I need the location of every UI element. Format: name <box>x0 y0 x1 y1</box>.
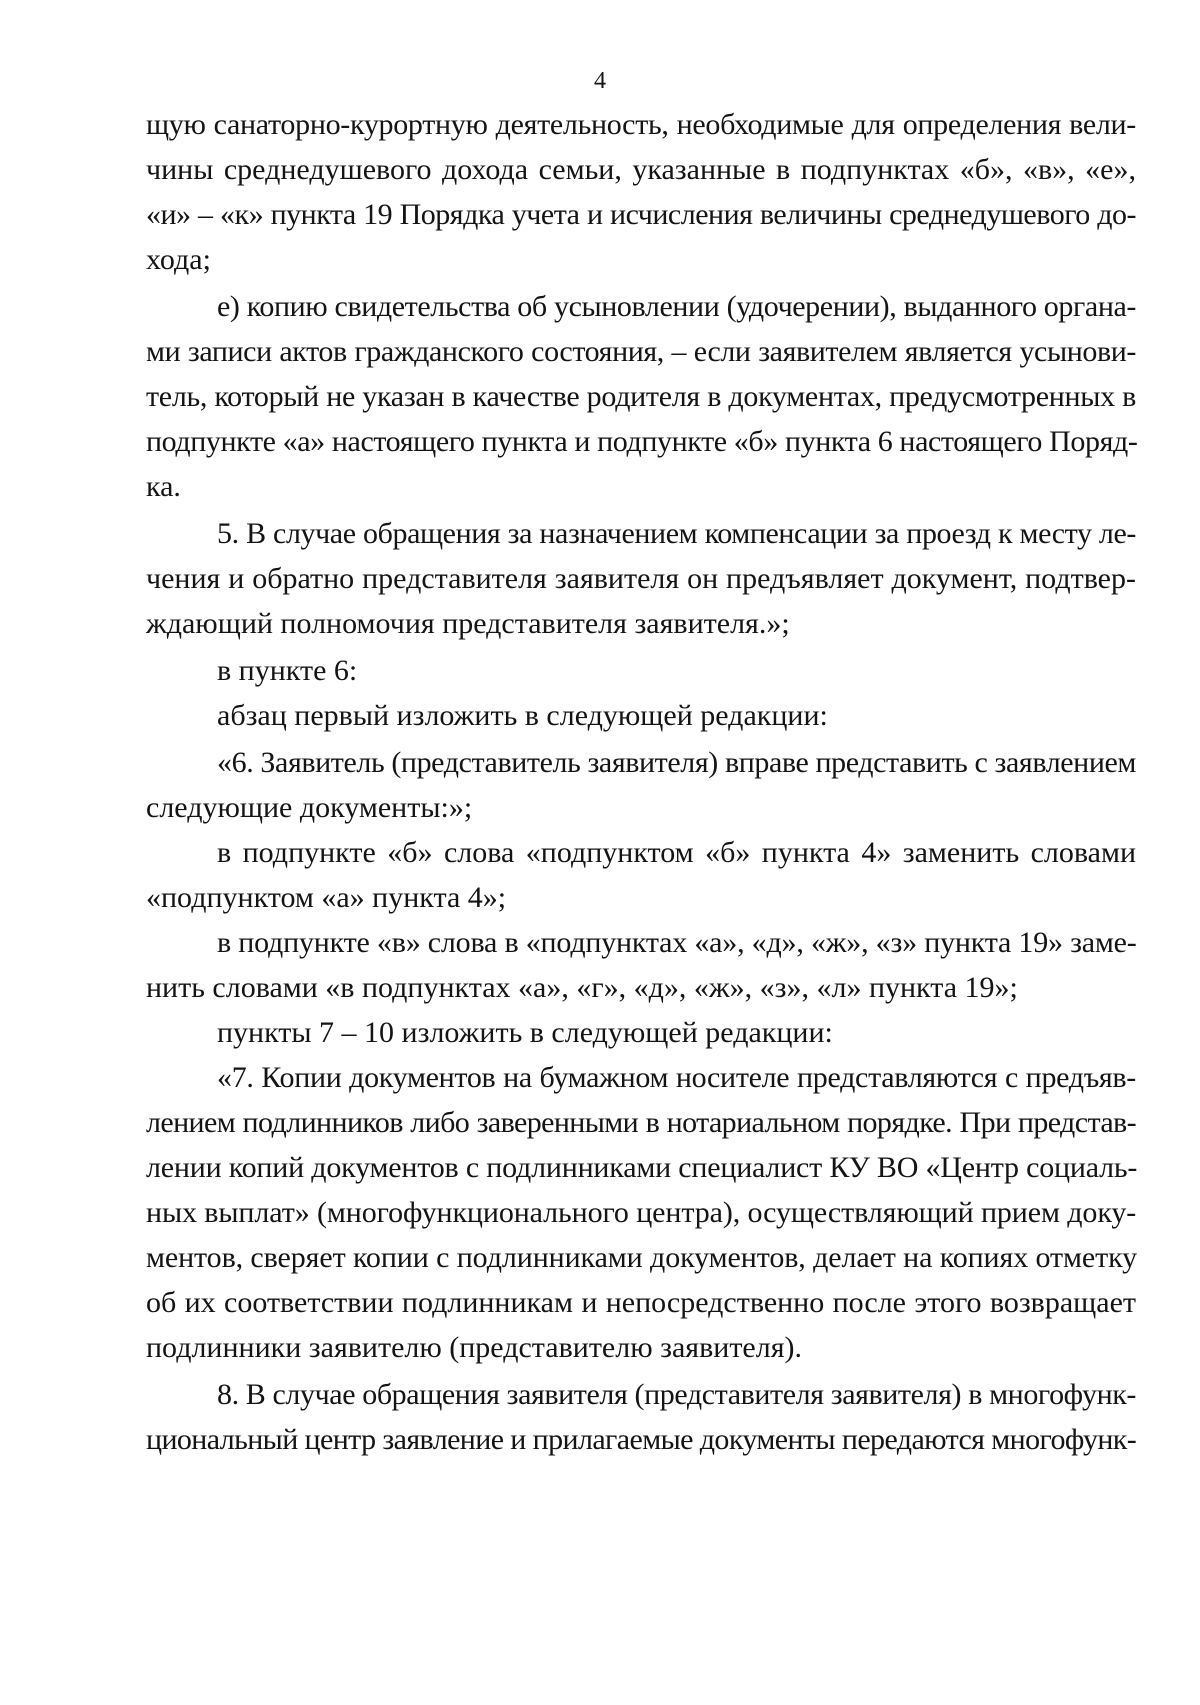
text-line: е) копию свидетельства об усыновлении (удочерении), выданного органа- <box>217 290 1136 323</box>
text-line: ментов, сверяет копии с подлинниками документов, делает на копиях отметку <box>146 1241 1138 1274</box>
text-line: в пункте 6: <box>217 654 358 687</box>
text-line: в подпункте «б» слова «подпунктом «б» пункта 4» заменить словами <box>217 836 1136 869</box>
text-line: подпункте «а» настоящего пункта и подпункте «б» пункта 6 настоящего Поряд- <box>146 425 1138 458</box>
text-line: абзац первый изложить в следующей редакции: <box>217 699 828 732</box>
text-line: щую санаторно-курортную деятельность, необходимые для определения вели- <box>146 108 1136 141</box>
text-line: лением подлинников либо заверенными в нотариальном порядке. При представ- <box>146 1106 1136 1139</box>
text-line: 5. В случае обращения за назначением компенсации за проезд к месту ле- <box>217 517 1136 550</box>
text-line: пункты 7 – 10 изложить в следующей редакции: <box>217 1016 833 1049</box>
text-line: подлинники заявителю (представителю заявителя). <box>146 1331 803 1364</box>
text-line: ми записи актов гражданского состояния, – если заявителем является усынови- <box>146 335 1136 368</box>
text-line: об их соответствии подлинникам и непосредственно после этого возвращает <box>146 1286 1136 1319</box>
text-line: чения и обратно представителя заявителя он предъявляет документ, подтвер- <box>146 562 1136 595</box>
text-line: «6. Заявитель (представитель заявителя) вправе представить с заявлением <box>217 746 1136 779</box>
text-line: ждающий полномочия представителя заявителя.»; <box>146 607 790 640</box>
text-line: 8. В случае обращения заявителя (представителя заявителя) в многофунк- <box>217 1378 1136 1411</box>
page-number: 4 <box>594 68 606 94</box>
text-line: «7. Копии документов на бумажном носителе представляются с предъяв- <box>217 1061 1136 1094</box>
text-line: хода; <box>146 243 211 276</box>
text-line: нить словами «в подпунктах «а», «г», «д», «ж», «з», «л» пункта 19»; <box>146 971 1018 1004</box>
text-line: «подпунктом «а» пункта 4»; <box>146 881 507 914</box>
text-line: «и» – «к» пункта 19 Порядка учета и исчисления величины среднедушевого до- <box>146 198 1136 231</box>
text-line: ных выплат» (многофункционального центра), осуществляющий прием доку- <box>146 1196 1137 1229</box>
text-line: тель, который не указан в качестве родителя в документах, предусмотренных в <box>146 380 1136 413</box>
text-line: в подпункте «в» слова в «подпунктах «а», «д», «ж», «з» пункта 19» заме- <box>217 926 1137 959</box>
text-line: лении копий документов с подлинниками специалист КУ ВО «Центр социаль- <box>146 1151 1138 1184</box>
text-line: следующие документы:»; <box>146 791 473 824</box>
text-line: ка. <box>146 470 181 503</box>
text-line: чины среднедушевого дохода семьи, указанные в подпунктах «б», «в», «е», <box>146 153 1136 186</box>
text-line: циональный центр заявление и прилагаемые документы передаются многофунк- <box>146 1423 1137 1456</box>
